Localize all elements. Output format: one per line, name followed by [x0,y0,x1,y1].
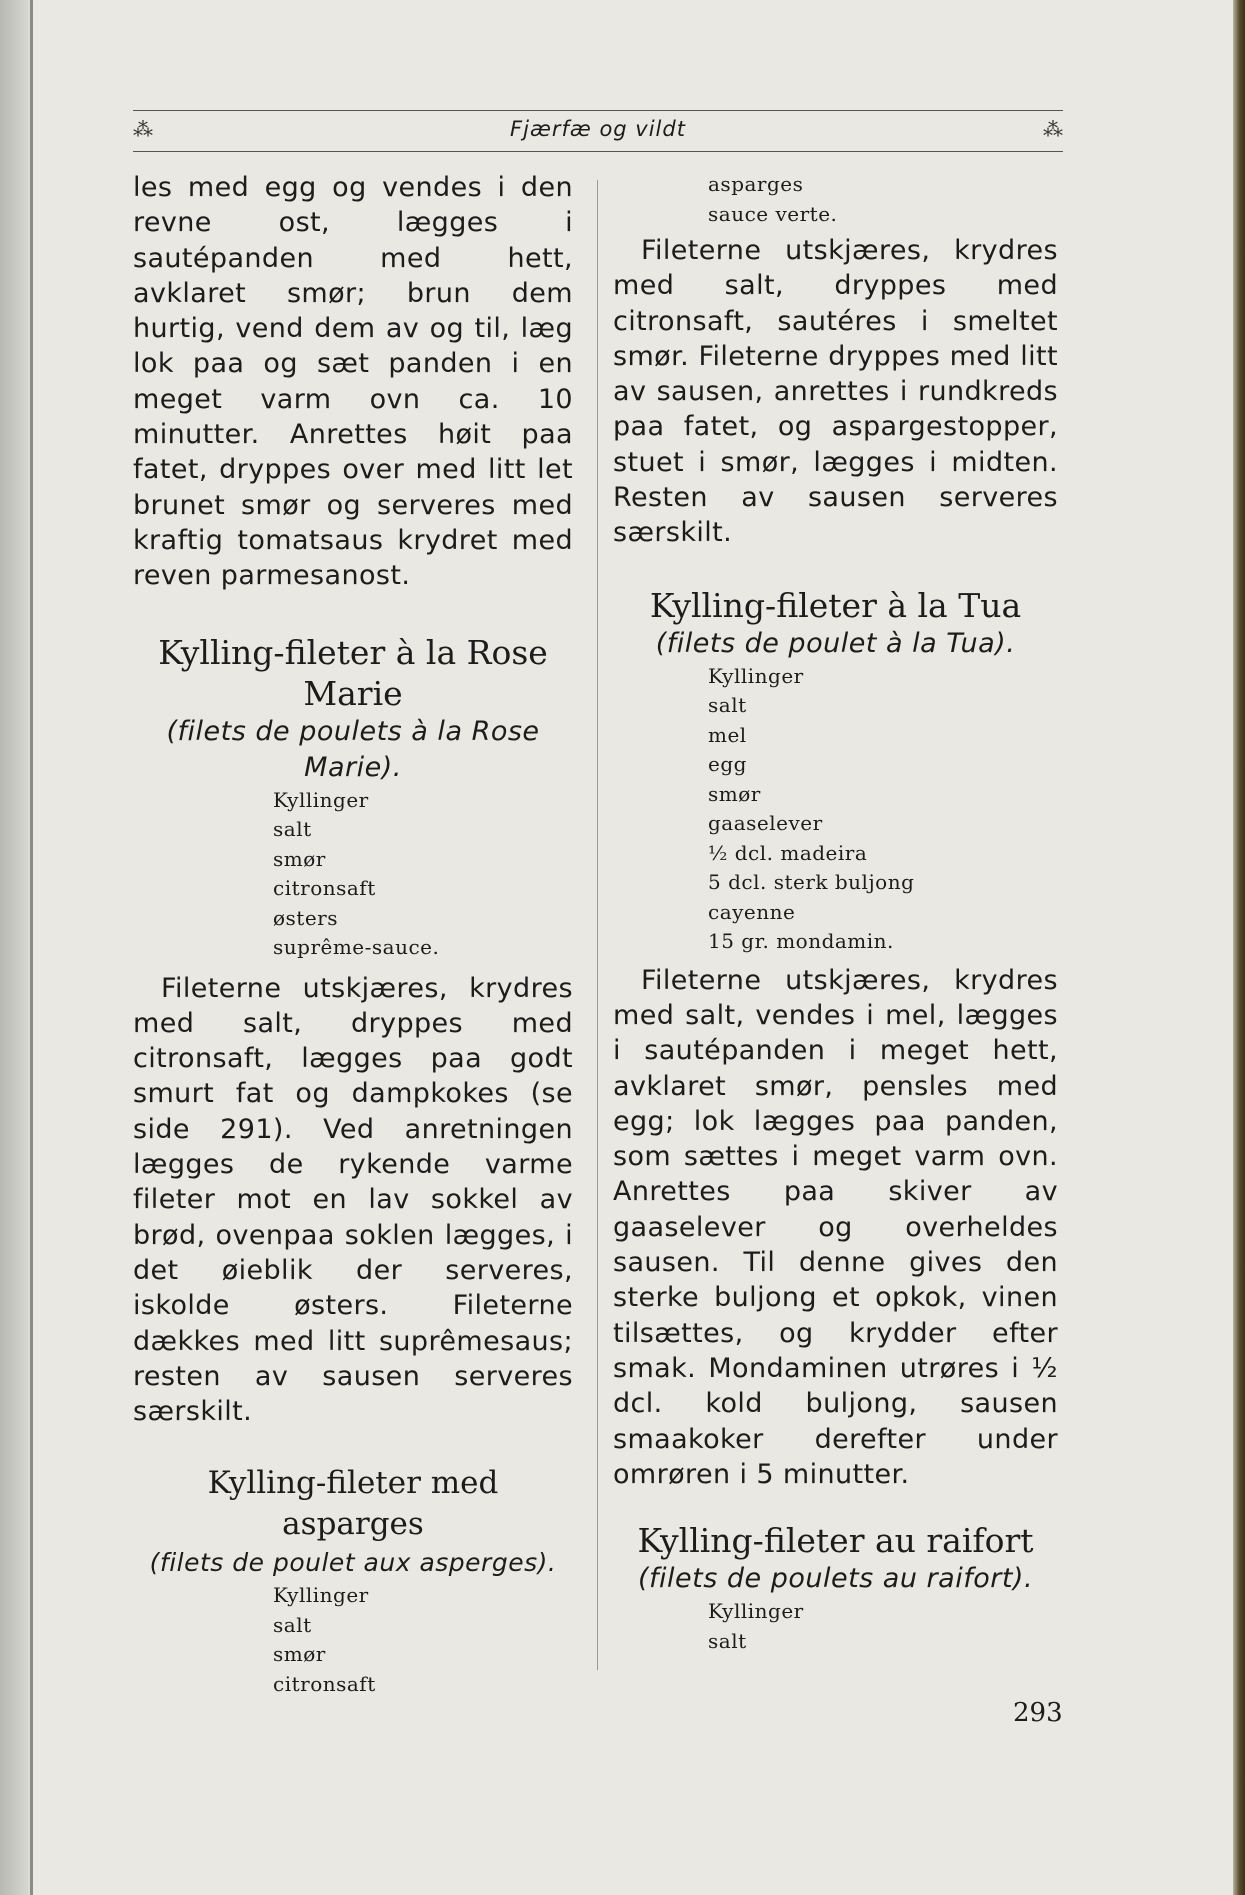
ornament-left-icon: ⁂ [133,117,153,141]
left-column [133,170,573,1699]
recipe-method-rose-marie: Fileterne utskjæres, krydres med salt, dryppes med citronsaft, lægges paa godt smurt fat og dampkokes (se side 291). Ved anretningen lægges de rykende varme fileter mot en lav sokkel av brød, ovenpaa soklen lægges, i det øieblik der serveres, iskolde østers. Fileterne dækkes med litt suprêmesaus; resten av sausen serveres særskilt. [133,972,573,1428]
ingredient-list-asparges [133,1581,573,1699]
recipe-method-asparges: Fileterne utskjæres, krydres med salt, dryppes med citronsaft, sautéres i smeltet smør. Fileterne dryppes med litt av sausen, anrettes i rundkreds paa fatet, og aspargestopper, stuet i smør, lægges i midten. Resten av sausen serveres særskilt. [613,235,1058,549]
ingredient: asparges [708,172,804,196]
ingredient: citronsaft [273,1671,376,1696]
ingredient-list-asparges-continued [613,170,1058,229]
ingredient: salt [273,817,312,842]
ingredient: salt [708,693,747,718]
ingredient: 15 gr. mondamin. [708,929,894,954]
ingredient: Kyllinger [708,1599,804,1624]
running-title: Fjærfæ og vildt [510,117,686,141]
recipe-title-asparges: Kylling-fileter med asparges [207,1465,499,1543]
ingredient: salt [273,1612,312,1637]
ingredient: Kyllinger [273,787,369,812]
book-spine [0,0,28,1895]
ingredient-list-raifort [613,1597,1058,1656]
ingredient: mel [708,722,747,747]
ingredient: sauce verte. [708,201,838,226]
right-column [613,170,1058,1656]
ingredient-list-rose-marie [133,786,573,963]
ingredient: Kyllinger [708,663,804,688]
recipe-title-tua: Kylling-fileter à la Tua [649,585,1022,625]
ingredient: østers [273,905,339,930]
page-edge [1231,0,1245,1895]
ingredient: salt [708,1628,747,1653]
ingredient: cayenne [708,899,796,924]
page-number: 293 [1013,1698,1063,1728]
ingredient: 5 dcl. sterk buljong [708,870,915,895]
recipe-method-tua: Fileterne utskjæres, krydres med salt, vendes i mel, lægges i sautépanden i meget hett, avklaret smør, pensles med egg; lok lægges paa panden, som sættes i meget varm ovn. Anrettes paa skiver av gaaselever og overheldes sausen. Til denne gives den sterke buljong et opkok, vinen tilsættes, og krydder efter smak. Mondaminen utrøres i ½ dcl. kold buljong, sausen smaakoker derefter under omrøren i 5 minutter. [613,964,1058,1490]
ingredient: Kyllinger [273,1583,369,1608]
recipe-subtitle-rose-marie: (filets de poulets à la Rose Marie). [166,715,540,783]
recipe-title-raifort: Kylling-fileter au raifort [637,1521,1034,1561]
ingredient: citronsaft [273,876,376,901]
recipe-subtitle-tua: (filets de poulet à la Tua). [655,627,1016,659]
ingredient: smør [273,1642,326,1667]
recipe-subtitle-raifort: (filets de poulets au raifort). [637,1563,1034,1595]
ingredient-list-tua [613,662,1058,957]
recipe-title-rose-marie: Kylling-fileter à la Rose Marie [158,632,548,713]
ingredient: suprême-sauce. [273,935,440,960]
column-divider [597,180,598,1670]
running-header [133,110,1063,152]
ingredient: smør [708,781,761,806]
paragraph-continued: les med egg og vendes i den revne ost, lægges i sautépanden med hett, avklaret smør; brun dem hurtig, vend dem av og til, læg lok paa og sæt panden i en meget varm ovn ca. 10 minutter. Anrettes høit paa fatet, dryppes over med litt let brunet smør og serveres med kraftig tomatsaus krydret med reven parmesanost. [133,172,573,592]
recipe-subtitle-asparges: (filets de poulet aux asperges). [149,1548,557,1578]
ingredient: egg [708,752,747,777]
book-page [30,0,1233,1895]
ingredient: gaaselever [708,811,823,836]
ingredient: smør [273,846,326,871]
ornament-right-icon: ⁂ [1043,117,1063,141]
ingredient: ½ dcl. madeira [708,840,868,865]
